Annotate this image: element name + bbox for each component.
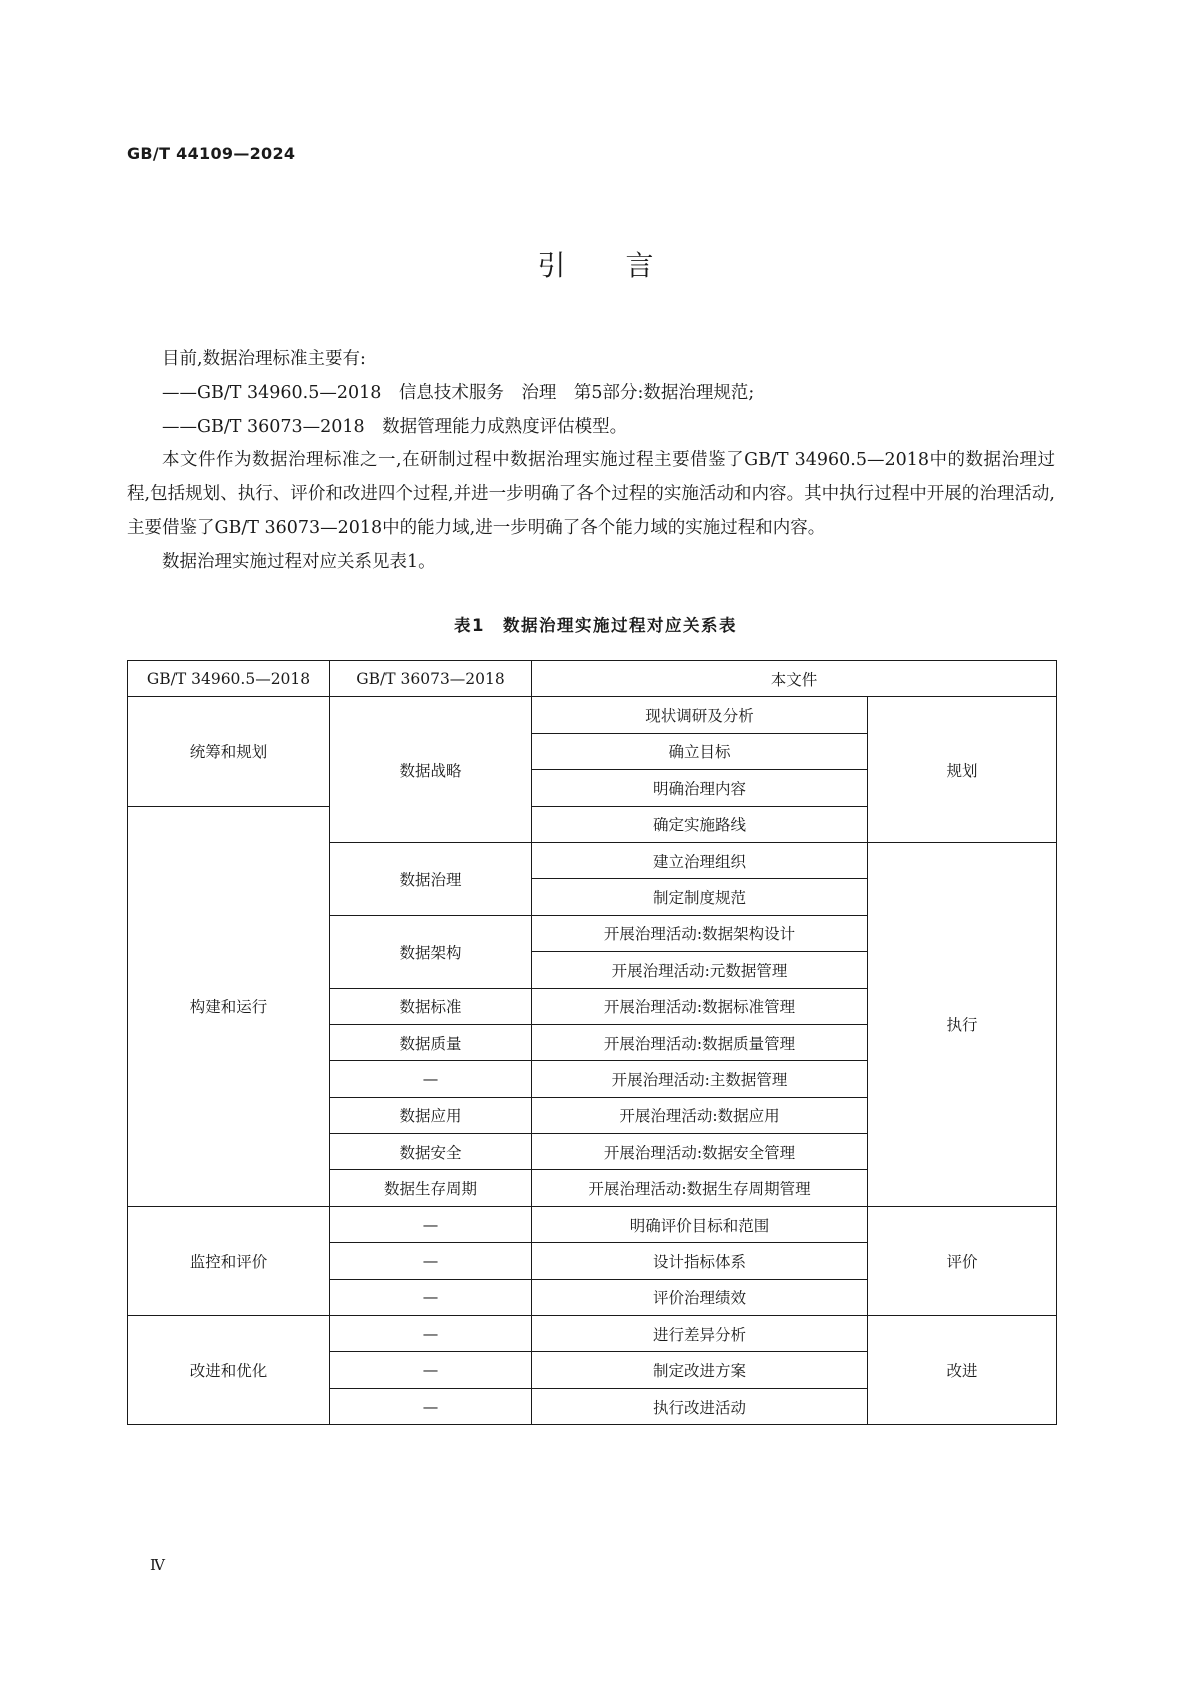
standard-number: GB/T 44109—2024: [127, 144, 296, 163]
capability-domain-cell: 数据质量: [330, 1024, 532, 1060]
activity-cell: 开展治理活动:数据架构设计: [532, 915, 868, 951]
process-mapping-table: [127, 660, 1057, 1425]
activity-cell: 执行改进活动: [532, 1388, 868, 1424]
table-row: [128, 1206, 1057, 1242]
capability-domain-cell: 数据应用: [330, 1097, 532, 1133]
capability-domain-cell: —: [330, 1061, 532, 1097]
capability-domain-cell: 数据战略: [330, 697, 532, 843]
activity-cell: 制定改进方案: [532, 1352, 868, 1388]
introduction-body: [127, 343, 1055, 580]
capability-domain-cell: —: [330, 1352, 532, 1388]
activity-cell: 开展治理活动:数据标准管理: [532, 988, 868, 1024]
capability-domain-cell: 数据安全: [330, 1134, 532, 1170]
header-cell: GB/T 36073—2018: [330, 661, 532, 697]
capability-domain-cell: —: [330, 1316, 532, 1352]
process-cell: 执行: [868, 842, 1057, 1206]
stage-cell: 统筹和规划: [128, 697, 330, 806]
table-caption: 表1 数据治理实施过程对应关系表: [454, 616, 737, 635]
activity-cell: 确定实施路线: [532, 806, 868, 842]
activity-cell: 设计指标体系: [532, 1243, 868, 1279]
activity-cell: 开展治理活动:数据生存周期管理: [532, 1170, 868, 1206]
activity-cell: 明确治理内容: [532, 770, 868, 806]
process-cell: 改进: [868, 1316, 1057, 1425]
capability-domain-cell: 数据生存周期: [330, 1170, 532, 1206]
capability-domain-cell: 数据标准: [330, 988, 532, 1024]
page-title: 引言: [537, 249, 714, 282]
activity-cell: 开展治理活动:元数据管理: [532, 952, 868, 988]
activity-cell: 确立目标: [532, 733, 868, 769]
capability-domain-cell: —: [330, 1388, 532, 1424]
activity-cell: 开展治理活动:数据应用: [532, 1097, 868, 1133]
page-number: Ⅳ: [150, 1556, 165, 1574]
table-row: [128, 697, 1057, 733]
process-cell: 评价: [868, 1206, 1057, 1315]
table-row: [128, 1316, 1057, 1352]
capability-domain-cell: 数据架构: [330, 915, 532, 988]
activity-cell: 制定制度规范: [532, 879, 868, 915]
process-cell: 规划: [868, 697, 1057, 843]
activity-cell: 开展治理活动:数据安全管理: [532, 1134, 868, 1170]
capability-domain-cell: 数据治理: [330, 842, 532, 915]
activity-cell: 评价治理绩效: [532, 1279, 868, 1315]
table-reference-paragraph: 数据治理实施过程对应关系见表1。: [162, 551, 436, 572]
description-paragraph: 本文件作为数据治理标准之一,在研制过程中数据治理实施过程主要借鉴了GB/T 34960.5—2018中的数据治理过程,包括规划、执行、评价和改进四个过程,并进一步明确了各个过程的实施活动和内容。其中执行过程中开展的治理活动,主要借鉴了GB/T 36073—2018中的能力域,进一步明确了各个能力域的实施过程和内容。: [127, 450, 1055, 538]
header-cell: GB/T 34960.5—2018: [128, 661, 330, 697]
activity-cell: 进行差异分析: [532, 1316, 868, 1352]
stage-cell: 改进和优化: [128, 1316, 330, 1425]
activity-cell: 开展治理活动:主数据管理: [532, 1061, 868, 1097]
activity-cell: 开展治理活动:数据质量管理: [532, 1024, 868, 1060]
stage-cell: 构建和运行: [128, 806, 330, 1206]
header-cell: 本文件: [532, 661, 1057, 697]
stage-cell: 监控和评价: [128, 1206, 330, 1315]
activity-cell: 现状调研及分析: [532, 697, 868, 733]
standard-list-item: ——GB/T 36073—2018 数据管理能力成熟度评估模型。: [162, 416, 628, 437]
activity-cell: 明确评价目标和范围: [532, 1206, 868, 1242]
capability-domain-cell: —: [330, 1279, 532, 1315]
capability-domain-cell: —: [330, 1206, 532, 1242]
standard-list-item: ——GB/T 34960.5—2018 信息技术服务 治理 第5部分:数据治理规范;: [162, 382, 755, 403]
capability-domain-cell: —: [330, 1243, 532, 1279]
intro-paragraph: 目前,数据治理标准主要有:: [162, 349, 366, 369]
table-header-row: [128, 661, 1057, 697]
activity-cell: 建立治理组织: [532, 842, 868, 878]
